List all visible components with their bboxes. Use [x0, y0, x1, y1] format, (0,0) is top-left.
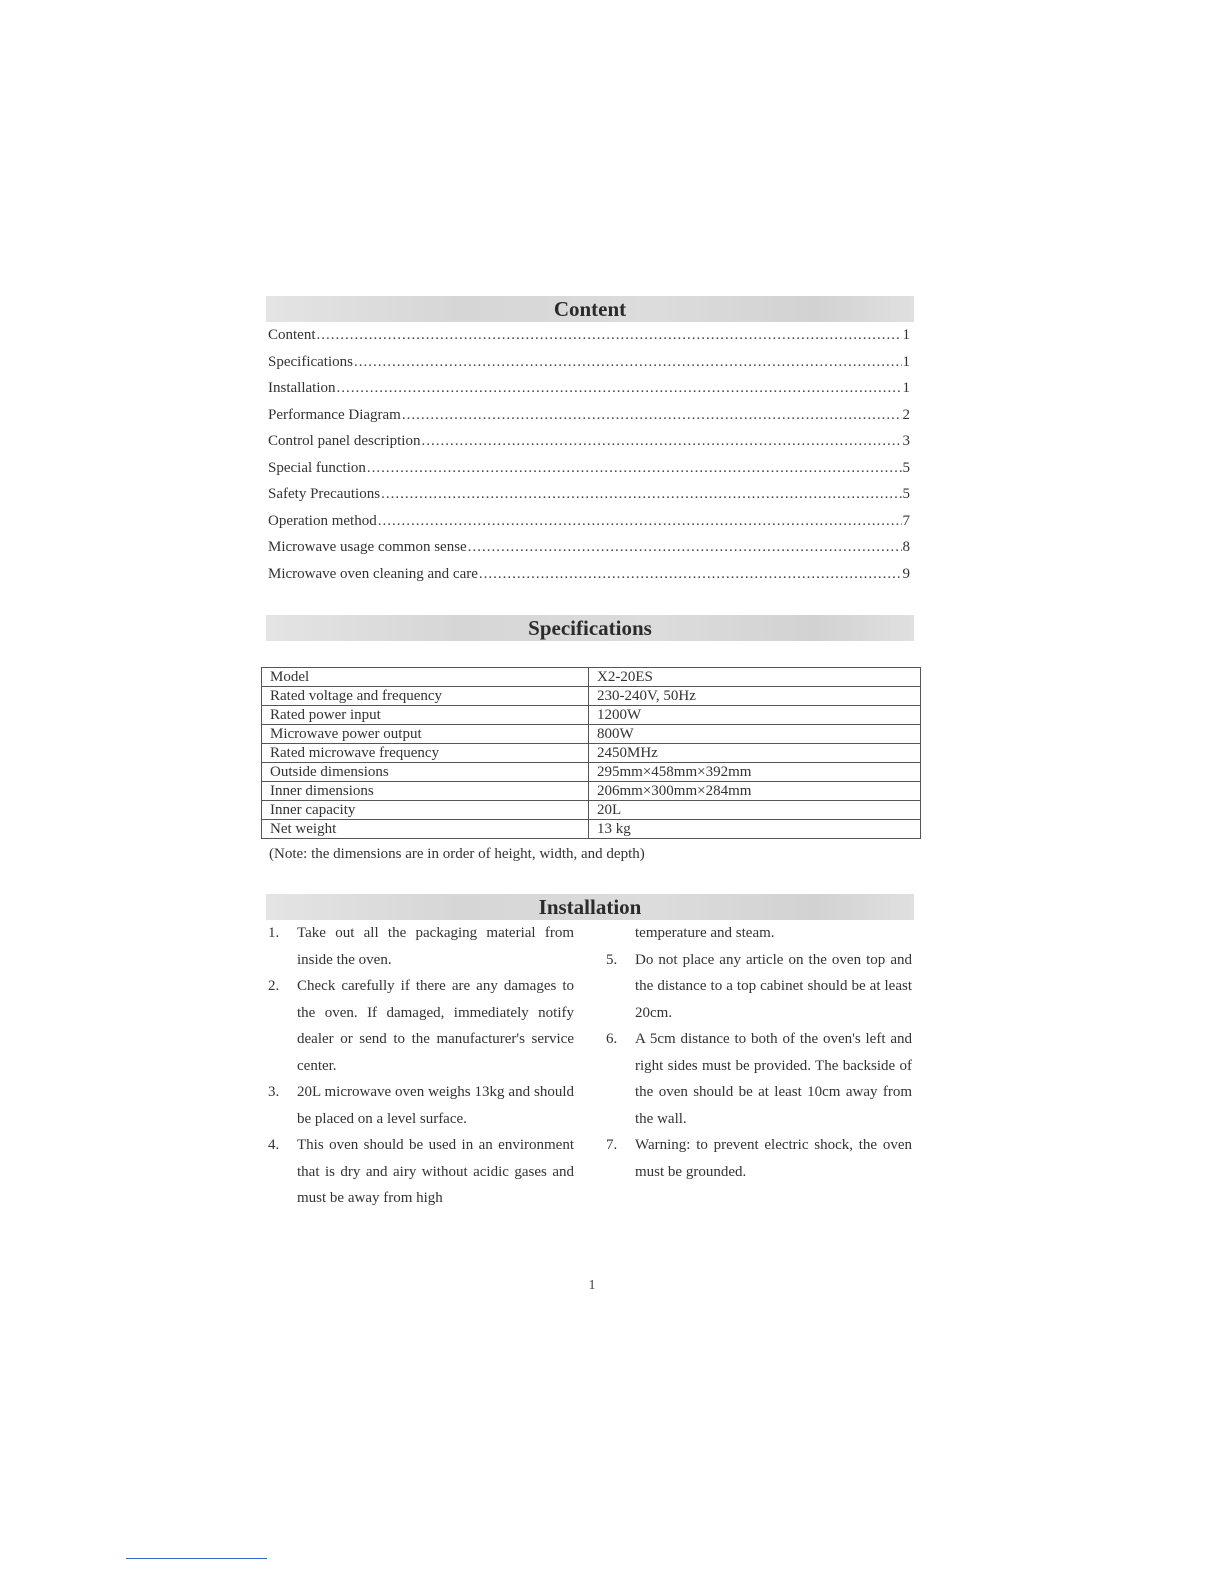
- specifications-heading-banner: [266, 615, 914, 641]
- installation-left-column: [268, 920, 574, 1212]
- table-row: [262, 782, 921, 801]
- spec-label: Inner capacity: [262, 801, 589, 820]
- list-item: [606, 1026, 912, 1132]
- list-item: [268, 1079, 574, 1132]
- toc-page: 3: [902, 433, 910, 449]
- toc-leader: [421, 428, 901, 455]
- toc-title: Content: [268, 327, 316, 343]
- spec-label: Microwave power output: [262, 725, 589, 744]
- spec-label: Inner dimensions: [262, 782, 589, 801]
- footnote-rule: [126, 1558, 267, 1559]
- toc-page: 1: [902, 353, 910, 370]
- item-text: This oven should be used in an environment that is dry and airy without acidic gases and must be away from high: [297, 1137, 574, 1206]
- toc-title: Microwave oven cleaning and care: [268, 565, 478, 582]
- item-text: A 5cm distance to both of the oven's left and right sides must be provided. The backside of the oven should be at least 10cm away from the wall.: [635, 1031, 912, 1127]
- toc-leader: [402, 402, 902, 429]
- toc-page: 9: [902, 565, 910, 582]
- spec-value: 2450MHz: [589, 744, 921, 763]
- toc-entry[interactable]: [268, 481, 910, 508]
- list-item: [268, 920, 574, 973]
- table-row: [262, 706, 921, 725]
- toc-entry[interactable]: [268, 349, 910, 376]
- toc-page: 5: [902, 459, 910, 476]
- item-text: Take out all the packaging material from inside the oven.: [297, 925, 574, 968]
- installation-right-column: [606, 920, 912, 1185]
- toc-title: Control panel description: [268, 433, 421, 449]
- list-item: [606, 947, 912, 1027]
- table-row: [262, 763, 921, 782]
- toc-entry[interactable]: [268, 375, 910, 402]
- item-text: Check carefully if there are any damages to the oven. If damaged, immediately notify dealer or send to the manufacturer's service center.: [297, 978, 574, 1074]
- item-text: 20L microwave oven weighs 13kg and should be placed on a level surface.: [297, 1084, 574, 1127]
- toc-title: Specifications: [268, 353, 353, 370]
- table-row: [262, 668, 921, 687]
- spec-value: 230-240V, 50Hz: [589, 687, 921, 706]
- table-row: [262, 801, 921, 820]
- table-row: [262, 744, 921, 763]
- spec-value: 206mm×300mm×284mm: [589, 782, 921, 801]
- toc-title: Special function: [268, 459, 366, 476]
- table-row: [262, 820, 921, 839]
- spec-value: 20L: [589, 801, 921, 820]
- toc-entry[interactable]: [268, 455, 910, 482]
- list-item: [268, 1132, 574, 1212]
- spec-value: 13 kg: [589, 820, 921, 839]
- page-number: 1: [588, 1278, 596, 1293]
- installation-heading-banner: [266, 894, 914, 920]
- toc-leader: [367, 455, 902, 482]
- toc-title: Operation method: [268, 512, 377, 529]
- table-of-contents: [268, 322, 910, 587]
- spec-label: Outside dimensions: [262, 763, 589, 782]
- toc-leader: [468, 534, 902, 561]
- toc-page: 1: [902, 380, 910, 396]
- spec-value: 800W: [589, 725, 921, 744]
- spec-value: X2-20ES: [589, 668, 921, 687]
- item-number: 5.: [606, 951, 618, 968]
- spec-label: Model: [262, 668, 589, 687]
- toc-entry[interactable]: [268, 402, 910, 429]
- toc-leader: [378, 508, 902, 535]
- toc-entry[interactable]: [268, 534, 910, 561]
- toc-leader: [381, 481, 901, 508]
- toc-page: 5: [902, 486, 910, 502]
- item-text: Do not place any article on the oven top and the distance to a top cabinet should be at least 20cm.: [635, 951, 912, 1021]
- toc-title: Microwave usage common sense: [268, 539, 467, 555]
- toc-entry[interactable]: [268, 508, 910, 535]
- specifications-table: [261, 667, 921, 839]
- toc-title: Safety Precautions: [268, 486, 381, 502]
- item-number: 7.: [606, 1137, 618, 1153]
- item-number: 4.: [268, 1137, 280, 1153]
- list-item: [268, 973, 574, 1079]
- item-number: 6.: [606, 1031, 618, 1047]
- toc-entry[interactable]: [268, 561, 910, 588]
- spec-value: 295mm×458mm×392mm: [589, 763, 921, 782]
- item-number: 3.: [268, 1084, 280, 1100]
- content-heading: Content: [553, 297, 627, 321]
- toc-entry[interactable]: [268, 322, 910, 349]
- toc-leader: [354, 349, 902, 376]
- toc-entry[interactable]: [268, 428, 910, 455]
- list-item: [606, 1132, 912, 1185]
- dimensions-note: (Note: the dimensions are in order of height, width, and depth): [269, 846, 645, 862]
- spec-label: Rated power input: [262, 706, 589, 725]
- toc-page: 7: [902, 512, 910, 529]
- toc-page: 8: [902, 539, 910, 555]
- content-heading-banner: [266, 296, 914, 322]
- specifications-heading: Specifications: [528, 616, 652, 640]
- toc-leader: [317, 322, 902, 349]
- toc-leader: [479, 561, 902, 588]
- installation-heading: Installation: [538, 895, 642, 919]
- item-number: 2.: [268, 978, 280, 994]
- item-continuation: temperature and steam.: [635, 925, 775, 941]
- table-row: [262, 725, 921, 744]
- table-row: [262, 687, 921, 706]
- spec-value: 1200W: [589, 706, 921, 725]
- spec-label: Net weight: [262, 820, 589, 839]
- item-number: 1.: [268, 925, 280, 941]
- toc-leader: [337, 375, 902, 402]
- item-text: Warning: to prevent electric shock, the oven must be grounded.: [635, 1137, 912, 1180]
- spec-label: Rated voltage and frequency: [262, 687, 589, 706]
- toc-page: 1: [902, 327, 910, 343]
- spec-label: Rated microwave frequency: [262, 744, 589, 763]
- toc-title: Performance Diagram: [268, 406, 401, 423]
- toc-page: 2: [902, 406, 910, 423]
- toc-title: Installation: [268, 380, 336, 396]
